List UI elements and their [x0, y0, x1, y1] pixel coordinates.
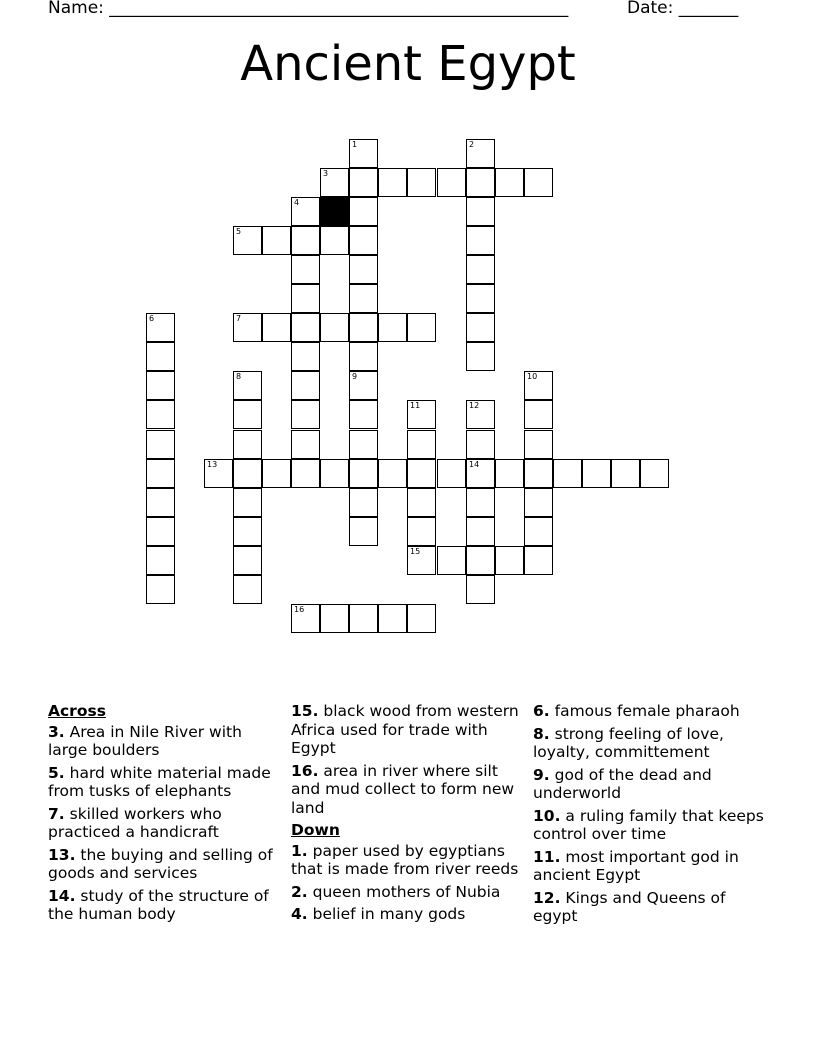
grid-cell[interactable]	[640, 459, 669, 488]
grid-cell[interactable]	[146, 575, 175, 604]
grid-cell[interactable]	[349, 459, 378, 488]
grid-cell[interactable]	[466, 546, 495, 575]
grid-cell[interactable]	[407, 400, 436, 429]
grid-cell[interactable]	[466, 255, 495, 284]
clue-number: 5.	[48, 763, 65, 782]
grid-cell[interactable]	[349, 226, 378, 255]
cell-number: 14	[469, 460, 480, 469]
clue-across-16	[291, 762, 523, 818]
clue-column-2	[291, 702, 523, 928]
grid-cell[interactable]	[146, 371, 175, 400]
clue-text: Area in Nile River with large boulders	[48, 722, 242, 759]
cell-number: 6	[149, 314, 155, 323]
grid-cell[interactable]	[349, 139, 378, 168]
clue-down-6	[533, 702, 765, 721]
grid-cell[interactable]	[349, 255, 378, 284]
grid-cell[interactable]	[349, 488, 378, 517]
grid-cell[interactable]	[349, 168, 378, 197]
cell-number: 1	[352, 140, 358, 149]
clue-down-10	[533, 807, 765, 844]
cell-number: 13	[207, 460, 218, 469]
grid-cell[interactable]	[233, 575, 262, 604]
clue-number: 11.	[533, 847, 561, 866]
grid-cell[interactable]	[524, 488, 553, 517]
grid-cell[interactable]	[553, 459, 582, 488]
down-heading: Down	[291, 821, 340, 839]
grid-cell[interactable]	[466, 139, 495, 168]
grid-cell[interactable]	[349, 517, 378, 546]
cell-number: 15	[410, 547, 421, 556]
page-title: Ancient Egypt	[240, 36, 576, 92]
clue-text: hard white material made from tusks of elephants	[48, 763, 271, 800]
grid-cell[interactable]	[320, 459, 349, 488]
grid-cell[interactable]	[291, 400, 320, 429]
grid-cell[interactable]	[320, 313, 349, 342]
cell-number: 16	[294, 605, 305, 614]
clue-number: 7.	[48, 804, 65, 823]
clue-text: most important god in ancient Egypt	[533, 847, 739, 884]
grid-cell[interactable]	[291, 459, 320, 488]
clue-down-1	[291, 842, 523, 879]
clue-text: a ruling family that keeps control over time	[533, 806, 764, 843]
grid-cell[interactable]	[582, 459, 611, 488]
grid-cell[interactable]	[349, 604, 378, 633]
grid-cell[interactable]	[291, 371, 320, 400]
grid-cell[interactable]	[320, 604, 349, 633]
grid-cell[interactable]	[233, 226, 262, 255]
grid-cell[interactable]	[524, 371, 553, 400]
grid-cell[interactable]	[349, 342, 378, 371]
grid-cell[interactable]	[407, 546, 436, 575]
clue-text: belief in many gods	[312, 905, 466, 923]
grid-cell[interactable]	[466, 342, 495, 371]
clue-text: Kings and Queens of egypt	[533, 888, 726, 925]
grid-cell[interactable]	[524, 400, 553, 429]
grid-cell[interactable]	[349, 400, 378, 429]
grid-cell[interactable]	[466, 517, 495, 546]
clue-across-13	[48, 846, 280, 883]
grid-cell[interactable]	[233, 488, 262, 517]
cell-number: 10	[527, 372, 538, 381]
grid-cell[interactable]	[291, 255, 320, 284]
grid-cell[interactable]	[291, 284, 320, 313]
clue-number: 9.	[533, 765, 550, 784]
grid-cell[interactable]	[291, 226, 320, 255]
grid-cell[interactable]	[146, 517, 175, 546]
date-field-label: Date: _______	[627, 0, 739, 18]
grid-cell[interactable]	[378, 168, 407, 197]
grid-cell[interactable]	[466, 284, 495, 313]
grid-cell[interactable]	[233, 517, 262, 546]
grid-cell[interactable]	[611, 459, 640, 488]
grid-cell[interactable]	[204, 459, 233, 488]
grid-cell[interactable]	[378, 313, 407, 342]
grid-cell[interactable]	[146, 459, 175, 488]
grid-cell[interactable]	[233, 546, 262, 575]
grid-cell[interactable]	[407, 459, 436, 488]
cell-number: 4	[294, 198, 300, 207]
grid-cell[interactable]	[291, 342, 320, 371]
clue-number: 2.	[291, 882, 308, 901]
clue-number: 16.	[291, 761, 319, 780]
grid-cell[interactable]	[466, 400, 495, 429]
cell-number: 5	[236, 227, 242, 236]
name-field-label: Name: ______________________________________________________	[48, 0, 569, 18]
clue-number: 10.	[533, 806, 561, 825]
clue-down-4	[291, 905, 523, 924]
grid-cell[interactable]	[233, 459, 262, 488]
grid-cell[interactable]	[233, 430, 262, 459]
cell-number: 3	[323, 169, 329, 178]
grid-cell[interactable]	[437, 459, 466, 488]
grid-cell[interactable]	[378, 604, 407, 633]
grid-cell[interactable]	[407, 517, 436, 546]
grid-cell[interactable]	[291, 604, 320, 633]
grid-cell[interactable]	[233, 371, 262, 400]
grid-cell[interactable]	[495, 168, 524, 197]
clue-down-8	[533, 725, 765, 762]
cell-number: 8	[236, 372, 242, 381]
grid-cell[interactable]	[466, 197, 495, 226]
grid-cell[interactable]	[495, 459, 524, 488]
grid-cell[interactable]	[407, 313, 436, 342]
grid-cell-blocked	[320, 197, 349, 226]
clue-down-9	[533, 766, 765, 803]
grid-cell[interactable]	[146, 342, 175, 371]
clue-text: strong feeling of love, loyalty, committement	[533, 724, 724, 761]
clue-number: 15.	[291, 702, 319, 720]
grid-cell[interactable]	[262, 313, 291, 342]
clue-text: queen mothers of Nubia	[312, 882, 501, 901]
clue-column-1	[48, 702, 280, 928]
clue-across-3	[48, 723, 280, 760]
clue-text: god of the dead and underworld	[533, 765, 712, 802]
grid-cell[interactable]	[320, 226, 349, 255]
clue-across-15	[291, 702, 523, 758]
grid-cell[interactable]	[466, 488, 495, 517]
grid-cell[interactable]	[495, 546, 524, 575]
clue-text: the buying and selling of goods and services	[48, 845, 273, 882]
grid-cell[interactable]	[407, 430, 436, 459]
across-heading: Across	[48, 702, 106, 720]
grid-cell[interactable]	[407, 488, 436, 517]
clue-down-11	[533, 848, 765, 885]
clue-number: 1.	[291, 841, 308, 860]
clue-number: 14.	[48, 886, 76, 905]
grid-cell[interactable]	[407, 168, 436, 197]
grid-cell[interactable]	[407, 604, 436, 633]
clue-text: paper used by egyptians that is made from river reeds	[291, 841, 519, 878]
cell-number: 2	[469, 140, 475, 149]
clue-number: 6.	[533, 702, 550, 720]
grid-cell[interactable]	[146, 488, 175, 517]
grid-cell[interactable]	[262, 459, 291, 488]
grid-cell[interactable]	[146, 313, 175, 342]
grid-cell[interactable]	[146, 546, 175, 575]
cell-number: 11	[410, 401, 421, 410]
grid-cell[interactable]	[291, 313, 320, 342]
grid-cell[interactable]	[349, 313, 378, 342]
grid-cell[interactable]	[466, 459, 495, 488]
grid-cell[interactable]	[349, 430, 378, 459]
clue-text: skilled workers who practiced a handicraft	[48, 804, 222, 841]
grid-cell[interactable]	[466, 168, 495, 197]
clue-text: black wood from western Africa used for trade with Egypt	[291, 702, 519, 757]
grid-cell[interactable]	[349, 371, 378, 400]
grid-cell[interactable]	[291, 430, 320, 459]
clue-down-2	[291, 883, 523, 902]
grid-cell[interactable]	[262, 226, 291, 255]
clue-number: 4.	[291, 905, 308, 923]
grid-cell[interactable]	[524, 517, 553, 546]
grid-cell[interactable]	[378, 459, 407, 488]
grid-cell[interactable]	[349, 197, 378, 226]
clue-across-14	[48, 887, 280, 924]
cell-number: 7	[236, 314, 242, 323]
grid-cell[interactable]	[320, 168, 349, 197]
clue-number: 13.	[48, 845, 76, 864]
clue-text: famous female pharaoh	[554, 702, 740, 720]
cell-number: 9	[352, 372, 358, 381]
clue-number: 8.	[533, 724, 550, 743]
grid-cell[interactable]	[524, 459, 553, 488]
grid-cell[interactable]	[466, 575, 495, 604]
cell-number: 12	[469, 401, 480, 410]
grid-cell[interactable]	[291, 197, 320, 226]
clue-column-3	[533, 702, 765, 930]
clue-number: 12.	[533, 888, 561, 907]
grid-cell[interactable]	[146, 400, 175, 429]
clue-down-12	[533, 889, 765, 926]
clue-across-5	[48, 764, 280, 801]
clue-number: 3.	[48, 722, 65, 741]
grid-cell[interactable]	[524, 546, 553, 575]
clue-text: study of the structure of the human body	[48, 886, 269, 923]
grid-cell[interactable]	[349, 284, 378, 313]
grid-cell[interactable]	[466, 226, 495, 255]
grid-cell[interactable]	[437, 168, 466, 197]
grid-cell[interactable]	[466, 430, 495, 459]
grid-cell[interactable]	[233, 313, 262, 342]
grid-cell[interactable]	[437, 546, 466, 575]
grid-cell[interactable]	[466, 313, 495, 342]
grid-cell[interactable]	[146, 430, 175, 459]
grid-cell[interactable]	[524, 430, 553, 459]
clue-across-7	[48, 805, 280, 842]
clue-text: area in river where silt and mud collect to form new land	[291, 761, 515, 817]
grid-cell[interactable]	[524, 168, 553, 197]
grid-cell[interactable]	[233, 400, 262, 429]
